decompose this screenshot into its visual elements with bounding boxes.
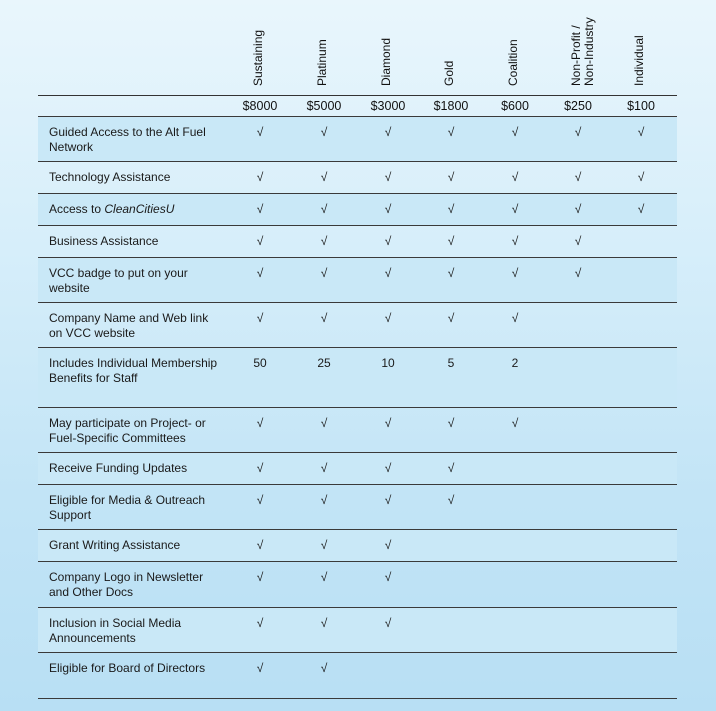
feature-label [49, 570, 224, 599]
staff-count-value: 10 [381, 356, 395, 370]
check-mark: √ [384, 266, 392, 280]
check-mark: √ [256, 266, 264, 280]
check-mark: √ [511, 234, 519, 248]
check-mark: √ [637, 202, 645, 216]
feature-text: Guided Access to the Alt Fuel Network [49, 125, 206, 154]
check-mark: √ [320, 538, 328, 552]
check-mark: √ [447, 311, 455, 325]
feature-label [49, 661, 224, 676]
feature-text: May participate on Project- or Fuel-Specific Committees [49, 416, 206, 445]
feature-text: Grant Writing Assistance [49, 538, 181, 552]
feature-text: Access to [49, 202, 105, 216]
check-mark: √ [574, 170, 582, 184]
check-mark: √ [511, 311, 519, 325]
tier-price: $1800 [433, 99, 469, 113]
table-row [38, 607, 677, 652]
tier-name: Diamond [379, 37, 393, 86]
tier-price: $250 [564, 99, 592, 113]
staff-count-value: 25 [317, 356, 331, 370]
feature-label [49, 616, 224, 645]
check-mark: √ [511, 170, 519, 184]
feature-label [49, 493, 224, 522]
tier-column-header [228, 0, 292, 116]
check-mark: √ [320, 616, 328, 630]
check-mark: √ [256, 570, 264, 584]
check-mark: √ [320, 416, 328, 430]
check-mark: √ [320, 266, 328, 280]
feature-text: Inclusion in Social Media Announcements [49, 616, 182, 645]
feature-label [49, 234, 224, 249]
tier-price: $3000 [370, 99, 406, 113]
feature-text-italic: CleanCitiesU [104, 202, 175, 216]
table-row [38, 193, 677, 225]
table-row [38, 529, 677, 561]
check-mark: √ [574, 234, 582, 248]
tier-price: $8000 [242, 99, 278, 113]
tier-name: Gold [442, 60, 456, 86]
table-row [38, 652, 677, 698]
check-mark: √ [320, 570, 328, 584]
staff-count-value: 50 [253, 356, 267, 370]
check-mark: √ [447, 170, 455, 184]
tier-header-row [38, 0, 677, 116]
check-mark: √ [320, 170, 328, 184]
feature-label [49, 416, 224, 445]
feature-text: Includes Individual Membership Benefits for Staff [49, 356, 218, 385]
table-row [38, 484, 677, 529]
tier-name: Sustaining [251, 29, 265, 86]
tier-column-header [546, 0, 610, 116]
check-mark: √ [256, 202, 264, 216]
check-mark: √ [384, 125, 392, 139]
check-mark: √ [256, 493, 264, 507]
table-row [38, 161, 677, 193]
check-mark: √ [384, 234, 392, 248]
tier-price: $600 [501, 99, 529, 113]
feature-text: Technology Assistance [49, 170, 171, 184]
check-mark: √ [574, 202, 582, 216]
check-mark: √ [256, 311, 264, 325]
check-mark: √ [256, 461, 264, 475]
check-mark: √ [447, 202, 455, 216]
check-mark: √ [447, 266, 455, 280]
check-mark: √ [511, 416, 519, 430]
tier-name: Coalition [506, 39, 520, 86]
check-mark: √ [320, 234, 328, 248]
tier-column-header [356, 0, 420, 116]
table-row [38, 347, 677, 407]
feature-text: Receive Funding Updates [49, 461, 188, 475]
table-row [38, 225, 677, 257]
check-mark: √ [447, 416, 455, 430]
table-row [38, 302, 677, 347]
feature-text: Company Logo in Newsletter and Other Docs [49, 570, 204, 599]
check-mark: √ [384, 461, 392, 475]
feature-label [49, 538, 224, 553]
feature-text: Eligible for Board of Directors [49, 661, 206, 675]
tier-column-header [609, 0, 673, 116]
table-row [38, 257, 677, 302]
table-bottom-rule [38, 698, 677, 699]
feature-label [49, 461, 224, 476]
check-mark: √ [320, 125, 328, 139]
feature-text: Company Name and Web link on VCC website [49, 311, 209, 340]
staff-count-value: 2 [511, 356, 519, 370]
check-mark: √ [384, 202, 392, 216]
table-row [38, 407, 677, 452]
check-mark: √ [384, 616, 392, 630]
feature-label [49, 311, 224, 340]
feature-text: Eligible for Media & Outreach Support [49, 493, 206, 522]
check-mark: √ [511, 125, 519, 139]
tier-name: Non-Profit / Non-Industry [569, 17, 596, 86]
staff-count-value: 5 [447, 356, 455, 370]
check-mark: √ [447, 461, 455, 475]
feature-text: VCC badge to put on your website [49, 266, 188, 295]
check-mark: √ [256, 538, 264, 552]
feature-label [49, 125, 224, 154]
feature-label [49, 202, 224, 217]
tier-name: Individual [632, 35, 646, 86]
check-mark: √ [320, 461, 328, 475]
feature-text: Business Assistance [49, 234, 159, 248]
check-mark: √ [574, 266, 582, 280]
table-body [38, 116, 677, 698]
check-mark: √ [256, 616, 264, 630]
check-mark: √ [637, 170, 645, 184]
tier-name: Platinum [315, 39, 329, 86]
tier-price: $100 [627, 99, 655, 113]
check-mark: √ [511, 202, 519, 216]
check-mark: √ [256, 416, 264, 430]
check-mark: √ [256, 234, 264, 248]
check-mark: √ [320, 661, 328, 675]
check-mark: √ [384, 493, 392, 507]
tier-column-header [483, 0, 547, 116]
check-mark: √ [384, 570, 392, 584]
check-mark: √ [637, 125, 645, 139]
feature-label [49, 356, 224, 385]
check-mark: √ [320, 493, 328, 507]
check-mark: √ [511, 266, 519, 280]
membership-table [38, 0, 677, 699]
check-mark: √ [256, 125, 264, 139]
feature-label [49, 266, 224, 295]
check-mark: √ [574, 125, 582, 139]
check-mark: √ [384, 416, 392, 430]
table-row [38, 452, 677, 484]
check-mark: √ [447, 493, 455, 507]
check-mark: √ [384, 170, 392, 184]
check-mark: √ [256, 661, 264, 675]
tier-column-header [419, 0, 483, 116]
check-mark: √ [256, 170, 264, 184]
check-mark: √ [384, 538, 392, 552]
check-mark: √ [320, 311, 328, 325]
tier-price: $5000 [306, 99, 342, 113]
table-row [38, 116, 677, 161]
feature-label [49, 170, 224, 185]
check-mark: √ [447, 234, 455, 248]
check-mark: √ [384, 311, 392, 325]
table-row [38, 561, 677, 607]
check-mark: √ [320, 202, 328, 216]
check-mark: √ [447, 125, 455, 139]
tier-column-header [292, 0, 356, 116]
